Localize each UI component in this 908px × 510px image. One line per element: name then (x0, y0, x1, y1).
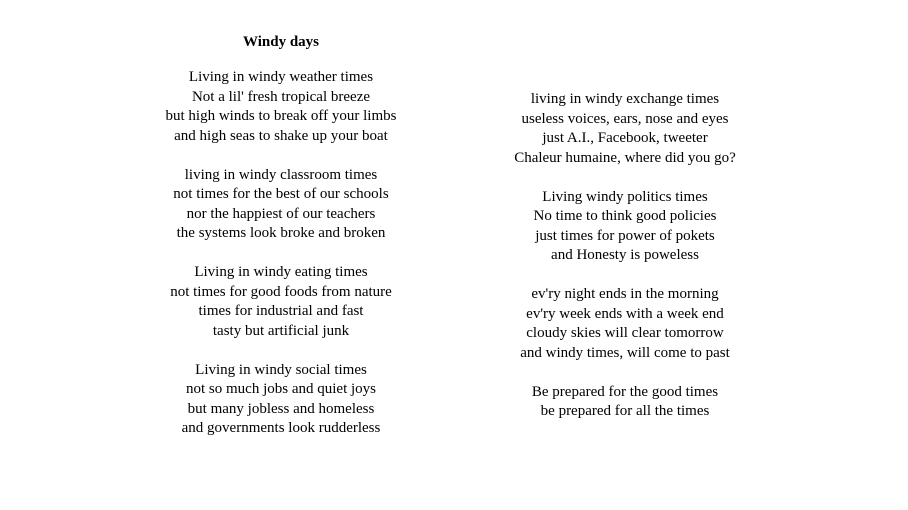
poem-left-column (131, 68, 431, 458)
poem-line: ev'ry week ends with a week end (526, 305, 724, 322)
poem-right-column (475, 90, 775, 441)
poem-line: not times for good foods from nature (170, 283, 392, 300)
poem-line: and Honesty is poweless (551, 247, 699, 263)
poem-line: useless voices, ears, nose and eyes (521, 110, 729, 127)
poem-line: Chaleur humaine, where did you go? (514, 149, 736, 166)
stanza (131, 361, 431, 439)
poem-line: times for industrial and fast (198, 303, 364, 319)
poem-line: No time to think good policies (533, 208, 717, 224)
stanza (475, 383, 775, 422)
poem-line: Not a lil' fresh tropical breeze (191, 88, 371, 105)
poem-line: just A.I., Facebook, tweeter (542, 130, 708, 146)
poem-line: ev'ry night ends in the morning (531, 286, 719, 302)
poem-line: and high seas to shake up your boat (174, 127, 388, 144)
poem-line: and windy times, will come to past (520, 344, 730, 361)
poem-line: Living windy politics times (542, 188, 708, 205)
stanza (131, 68, 431, 146)
poem-line: not times for the best of our schools (173, 186, 389, 202)
stanza (131, 263, 431, 341)
stanza (131, 166, 431, 244)
poem-line: nor the happiest of our teachers (186, 205, 376, 222)
poem-line: Living in windy weather times (188, 69, 374, 85)
poem-title: Windy days (242, 34, 319, 50)
stanza (475, 90, 775, 168)
poem-line: just times for power of pokets (535, 227, 715, 244)
poem-line: be prepared for all the times (540, 403, 710, 419)
poem-line: and governments look rudderless (181, 420, 381, 436)
poem-line: tasty but artificial junk (212, 322, 350, 339)
poem-line: living in windy exchange times (530, 91, 720, 107)
stanza (475, 285, 775, 363)
poem-line: but high winds to break off your limbs (165, 108, 397, 124)
poem-line: living in windy classroom times (184, 166, 378, 183)
poem-line: Be prepared for the good times (531, 383, 719, 400)
poem-line: Living in windy social times (195, 361, 367, 378)
poem-line: but many jobless and homeless (187, 400, 375, 417)
poem-line: not so much jobs and quiet joys (186, 381, 376, 397)
poem-line: cloudy skies will clear tomorrow (526, 325, 724, 341)
stanza (475, 188, 775, 266)
poem-line: the systems look broke and broken (176, 225, 386, 241)
poem-line: Living in windy eating times (194, 264, 368, 280)
